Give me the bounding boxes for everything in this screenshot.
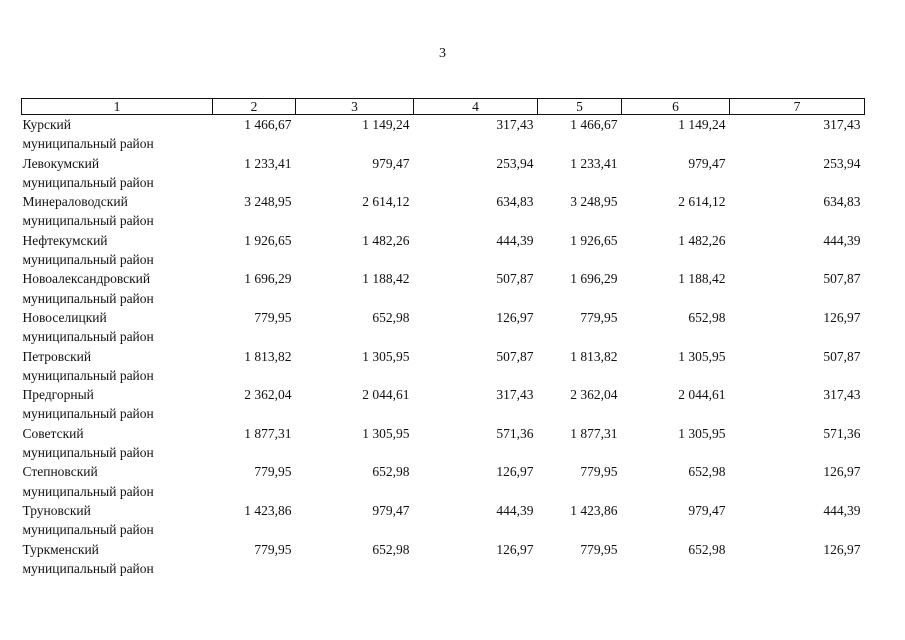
value-cell-col-6: 979,47 — [688, 502, 726, 518]
district-type: муниципальный район — [22, 252, 154, 268]
value-cell-col-6: 652,98 — [688, 309, 726, 325]
district-type: муниципальный район — [22, 367, 154, 383]
value-cell-col-3: 652,98 — [372, 541, 410, 557]
value-cell-col-2: 3 248,95 — [244, 194, 292, 210]
value-cell-col-4: 507,87 — [496, 271, 534, 287]
value-cell-col-2: 779,95 — [254, 309, 292, 325]
district-name: Советский — [22, 425, 84, 441]
value-cell-col-7: 317,43 — [823, 117, 861, 132]
value-cell-col-6: 1 305,95 — [678, 425, 726, 441]
value-cell-col-7: 126,97 — [823, 309, 861, 325]
district-type: муниципальный район — [22, 136, 154, 152]
table-row — [22, 192, 865, 231]
district-name-cell — [22, 347, 213, 386]
value-cell-col-4: 126,97 — [496, 309, 534, 325]
table-body — [22, 115, 865, 579]
value-cell-col-7: 317,43 — [823, 387, 861, 403]
district-name: Предгорный — [22, 387, 94, 403]
value-cell-col-4: 253,94 — [496, 155, 534, 171]
value-cell-col-3: 979,47 — [372, 155, 410, 171]
value-cell-col-4: 126,97 — [496, 464, 534, 480]
value-cell-col-2: 779,95 — [254, 541, 292, 557]
value-cell-col-6: 652,98 — [688, 541, 726, 557]
value-cell-col-7: 507,87 — [823, 271, 861, 287]
value-cell-col-7: 444,39 — [823, 232, 861, 248]
value-cell-col-7: 634,83 — [823, 194, 861, 210]
value-cell-col-5: 3 248,95 — [570, 194, 618, 210]
value-cell-col-6: 1 482,26 — [678, 232, 726, 248]
value-cell-col-2: 1 423,86 — [244, 502, 292, 518]
district-type: муниципальный район — [22, 483, 154, 499]
value-cell-col-7: 444,39 — [823, 502, 861, 518]
column-header-2: 2 — [213, 99, 296, 115]
value-cell-col-3: 1 188,42 — [362, 271, 410, 287]
table-row — [22, 385, 865, 424]
column-header-5: 5 — [538, 99, 622, 115]
district-type: муниципальный район — [22, 213, 154, 229]
budget-table-container — [21, 98, 864, 578]
column-header-4: 4 — [414, 99, 538, 115]
district-name-cell — [22, 385, 213, 424]
district-name-cell — [22, 462, 213, 501]
district-name: Нефтекумский — [22, 232, 108, 248]
value-cell-col-3: 1 305,95 — [362, 348, 410, 364]
table-row — [22, 462, 865, 501]
district-name-cell — [22, 540, 213, 579]
value-cell-col-2: 1 926,65 — [244, 232, 292, 248]
value-cell-col-2: 1 696,29 — [244, 271, 292, 287]
value-cell-col-3: 2 614,12 — [362, 194, 410, 210]
district-name: Труновский — [22, 502, 91, 518]
value-cell-col-3: 1 305,95 — [362, 425, 410, 441]
table-row — [22, 501, 865, 540]
value-cell-col-7: 126,97 — [823, 541, 861, 557]
header-row — [22, 99, 865, 115]
value-cell-col-3: 652,98 — [372, 309, 410, 325]
table-row — [22, 424, 865, 463]
district-name-cell — [22, 424, 213, 463]
district-type: муниципальный район — [22, 560, 154, 576]
district-type: муниципальный район — [22, 522, 154, 538]
district-name: Степновский — [22, 464, 98, 480]
table-row — [22, 115, 865, 154]
district-name: Петровский — [22, 348, 92, 364]
value-cell-col-2: 779,95 — [254, 464, 292, 480]
column-header-7: 7 — [730, 99, 865, 115]
district-type: муниципальный район — [22, 174, 154, 190]
value-cell-col-5: 2 362,04 — [570, 387, 618, 403]
value-cell-col-6: 2 614,12 — [678, 194, 726, 210]
value-cell-col-5: 1 926,65 — [570, 232, 618, 248]
column-header-6: 6 — [622, 99, 730, 115]
value-cell-col-4: 317,43 — [496, 387, 534, 403]
value-cell-col-3: 652,98 — [372, 464, 410, 480]
page-number: 3 — [439, 46, 446, 61]
district-name: Левокумский — [22, 155, 100, 171]
value-cell-col-5: 779,95 — [580, 464, 618, 480]
district-name-cell — [22, 115, 213, 154]
district-name-cell — [22, 192, 213, 231]
value-cell-col-4: 317,43 — [496, 117, 534, 132]
value-cell-col-4: 571,36 — [496, 425, 534, 441]
value-cell-col-4: 507,87 — [496, 348, 534, 364]
value-cell-col-5: 1 813,82 — [570, 348, 618, 364]
value-cell-col-2: 1 877,31 — [244, 425, 292, 441]
value-cell-col-2: 1 813,82 — [244, 348, 292, 364]
district-name-cell — [22, 501, 213, 540]
value-cell-col-5: 1 233,41 — [570, 155, 618, 171]
value-cell-col-3: 1 482,26 — [362, 232, 410, 248]
value-cell-col-7: 253,94 — [823, 155, 861, 171]
value-cell-col-7: 507,87 — [823, 348, 861, 364]
value-cell-col-3: 2 044,61 — [362, 387, 410, 403]
value-cell-col-4: 444,39 — [496, 232, 534, 248]
value-cell-col-2: 2 362,04 — [244, 387, 292, 403]
table-row — [22, 154, 865, 193]
district-name-cell — [22, 231, 213, 270]
table-row — [22, 308, 865, 347]
value-cell-col-3: 1 149,24 — [362, 117, 410, 132]
value-cell-col-5: 779,95 — [580, 541, 618, 557]
value-cell-col-6: 1 188,42 — [678, 271, 726, 287]
district-type: муниципальный район — [22, 406, 154, 422]
district-name: Новоалександровский — [22, 271, 151, 287]
value-cell-col-4: 126,97 — [496, 541, 534, 557]
district-name-cell — [22, 308, 213, 347]
column-header-3: 3 — [296, 99, 414, 115]
district-name-cell — [22, 154, 213, 193]
value-cell-col-5: 779,95 — [580, 309, 618, 325]
value-cell-col-6: 979,47 — [688, 155, 726, 171]
column-header-1: 1 — [22, 99, 213, 115]
district-type: муниципальный район — [22, 329, 154, 345]
value-cell-col-2: 1 233,41 — [244, 155, 292, 171]
value-cell-col-6: 2 044,61 — [678, 387, 726, 403]
value-cell-col-5: 1 423,86 — [570, 502, 618, 518]
value-cell-col-3: 979,47 — [372, 502, 410, 518]
value-cell-col-5: 1 877,31 — [570, 425, 618, 441]
district-name: Курский — [22, 117, 71, 132]
district-type: муниципальный район — [22, 290, 154, 306]
value-cell-col-6: 1 149,24 — [678, 117, 726, 132]
table-row — [22, 269, 865, 308]
table-header — [22, 99, 865, 115]
value-cell-col-4: 634,83 — [496, 194, 534, 210]
value-cell-col-7: 571,36 — [823, 425, 861, 441]
district-name-cell — [22, 269, 213, 308]
value-cell-col-4: 444,39 — [496, 502, 534, 518]
district-name: Минераловодский — [22, 194, 128, 210]
district-type: муниципальный район — [22, 445, 154, 461]
table-row — [22, 231, 865, 270]
budget-table — [21, 98, 865, 578]
value-cell-col-2: 1 466,67 — [244, 117, 292, 132]
table-row — [22, 347, 865, 386]
district-name: Новоселицкий — [22, 309, 107, 325]
value-cell-col-7: 126,97 — [823, 464, 861, 480]
value-cell-col-6: 652,98 — [688, 464, 726, 480]
value-cell-col-5: 1 696,29 — [570, 271, 618, 287]
table-row — [22, 540, 865, 579]
value-cell-col-5: 1 466,67 — [570, 117, 618, 132]
district-name: Туркменский — [22, 541, 99, 557]
value-cell-col-6: 1 305,95 — [678, 348, 726, 364]
